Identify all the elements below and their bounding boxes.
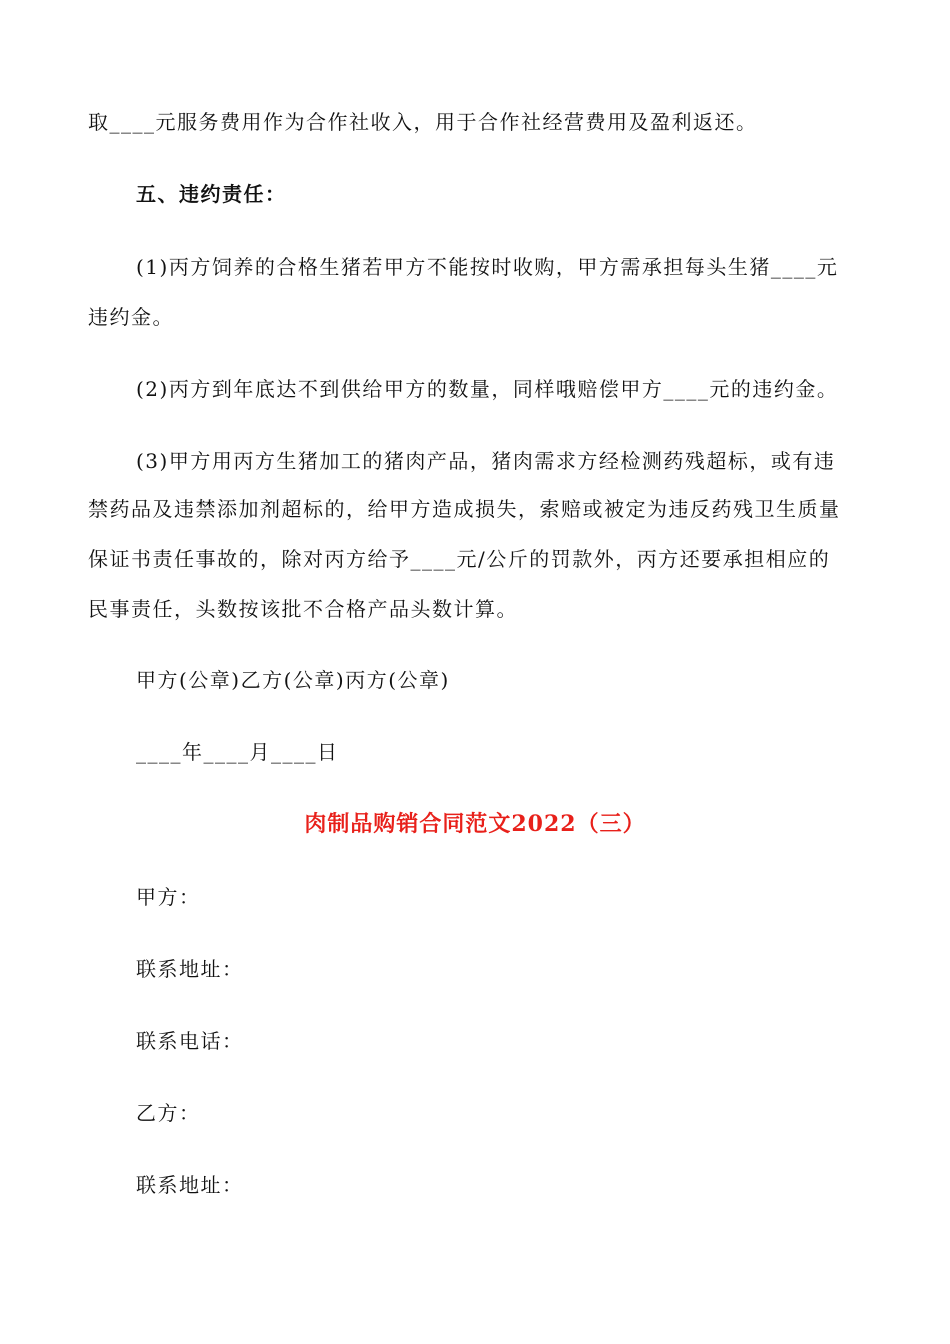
clause-3-line-3: 保证书责任事故的，除对丙方给予____元/公斤的罚款外，丙方还要承担相应的 xyxy=(88,547,831,571)
clause-3-line-1: (3)甲方用丙方生猪加工的猪肉产品，猪肉需求方经检测药残超标，或有违 xyxy=(136,449,836,473)
fee-paragraph-tail: 取____元服务费用作为合作社收入，用于合作社经营费用及盈利返还。 xyxy=(88,110,758,134)
party-b-label: 乙方： xyxy=(136,1101,201,1125)
clause-3-line-4: 民事责任，头数按该批不合格产品头数计算。 xyxy=(88,597,518,621)
clause-1-line-1: (1)丙方饲养的合格生猪若甲方不能按时收购，甲方需承担每头生猪____元 xyxy=(136,255,839,279)
party-b-address-label: 联系地址： xyxy=(136,1173,244,1197)
clause-1-line-2: 违约金。 xyxy=(88,305,174,329)
date-line: ____年____月____日 xyxy=(136,740,339,764)
clause-2: (2)丙方到年底达不到供给甲方的数量，同样哦赔偿甲方____元的违约金。 xyxy=(136,377,839,401)
section-heading-liability: 五、违约责任： xyxy=(136,182,287,206)
seal-signatures: 甲方(公章)乙方(公章)丙方(公章) xyxy=(136,668,450,692)
party-a-address-label: 联系地址： xyxy=(136,957,244,981)
clause-3-line-2: 禁药品及违禁添加剂超标的，给甲方造成损失，索赔或被定为违反药残卫生质量 xyxy=(88,497,841,521)
party-a-label: 甲方： xyxy=(136,885,201,909)
contract-title: 肉制品购销合同范文2022（三） xyxy=(304,811,646,837)
party-a-phone-label: 联系电话： xyxy=(136,1029,244,1053)
